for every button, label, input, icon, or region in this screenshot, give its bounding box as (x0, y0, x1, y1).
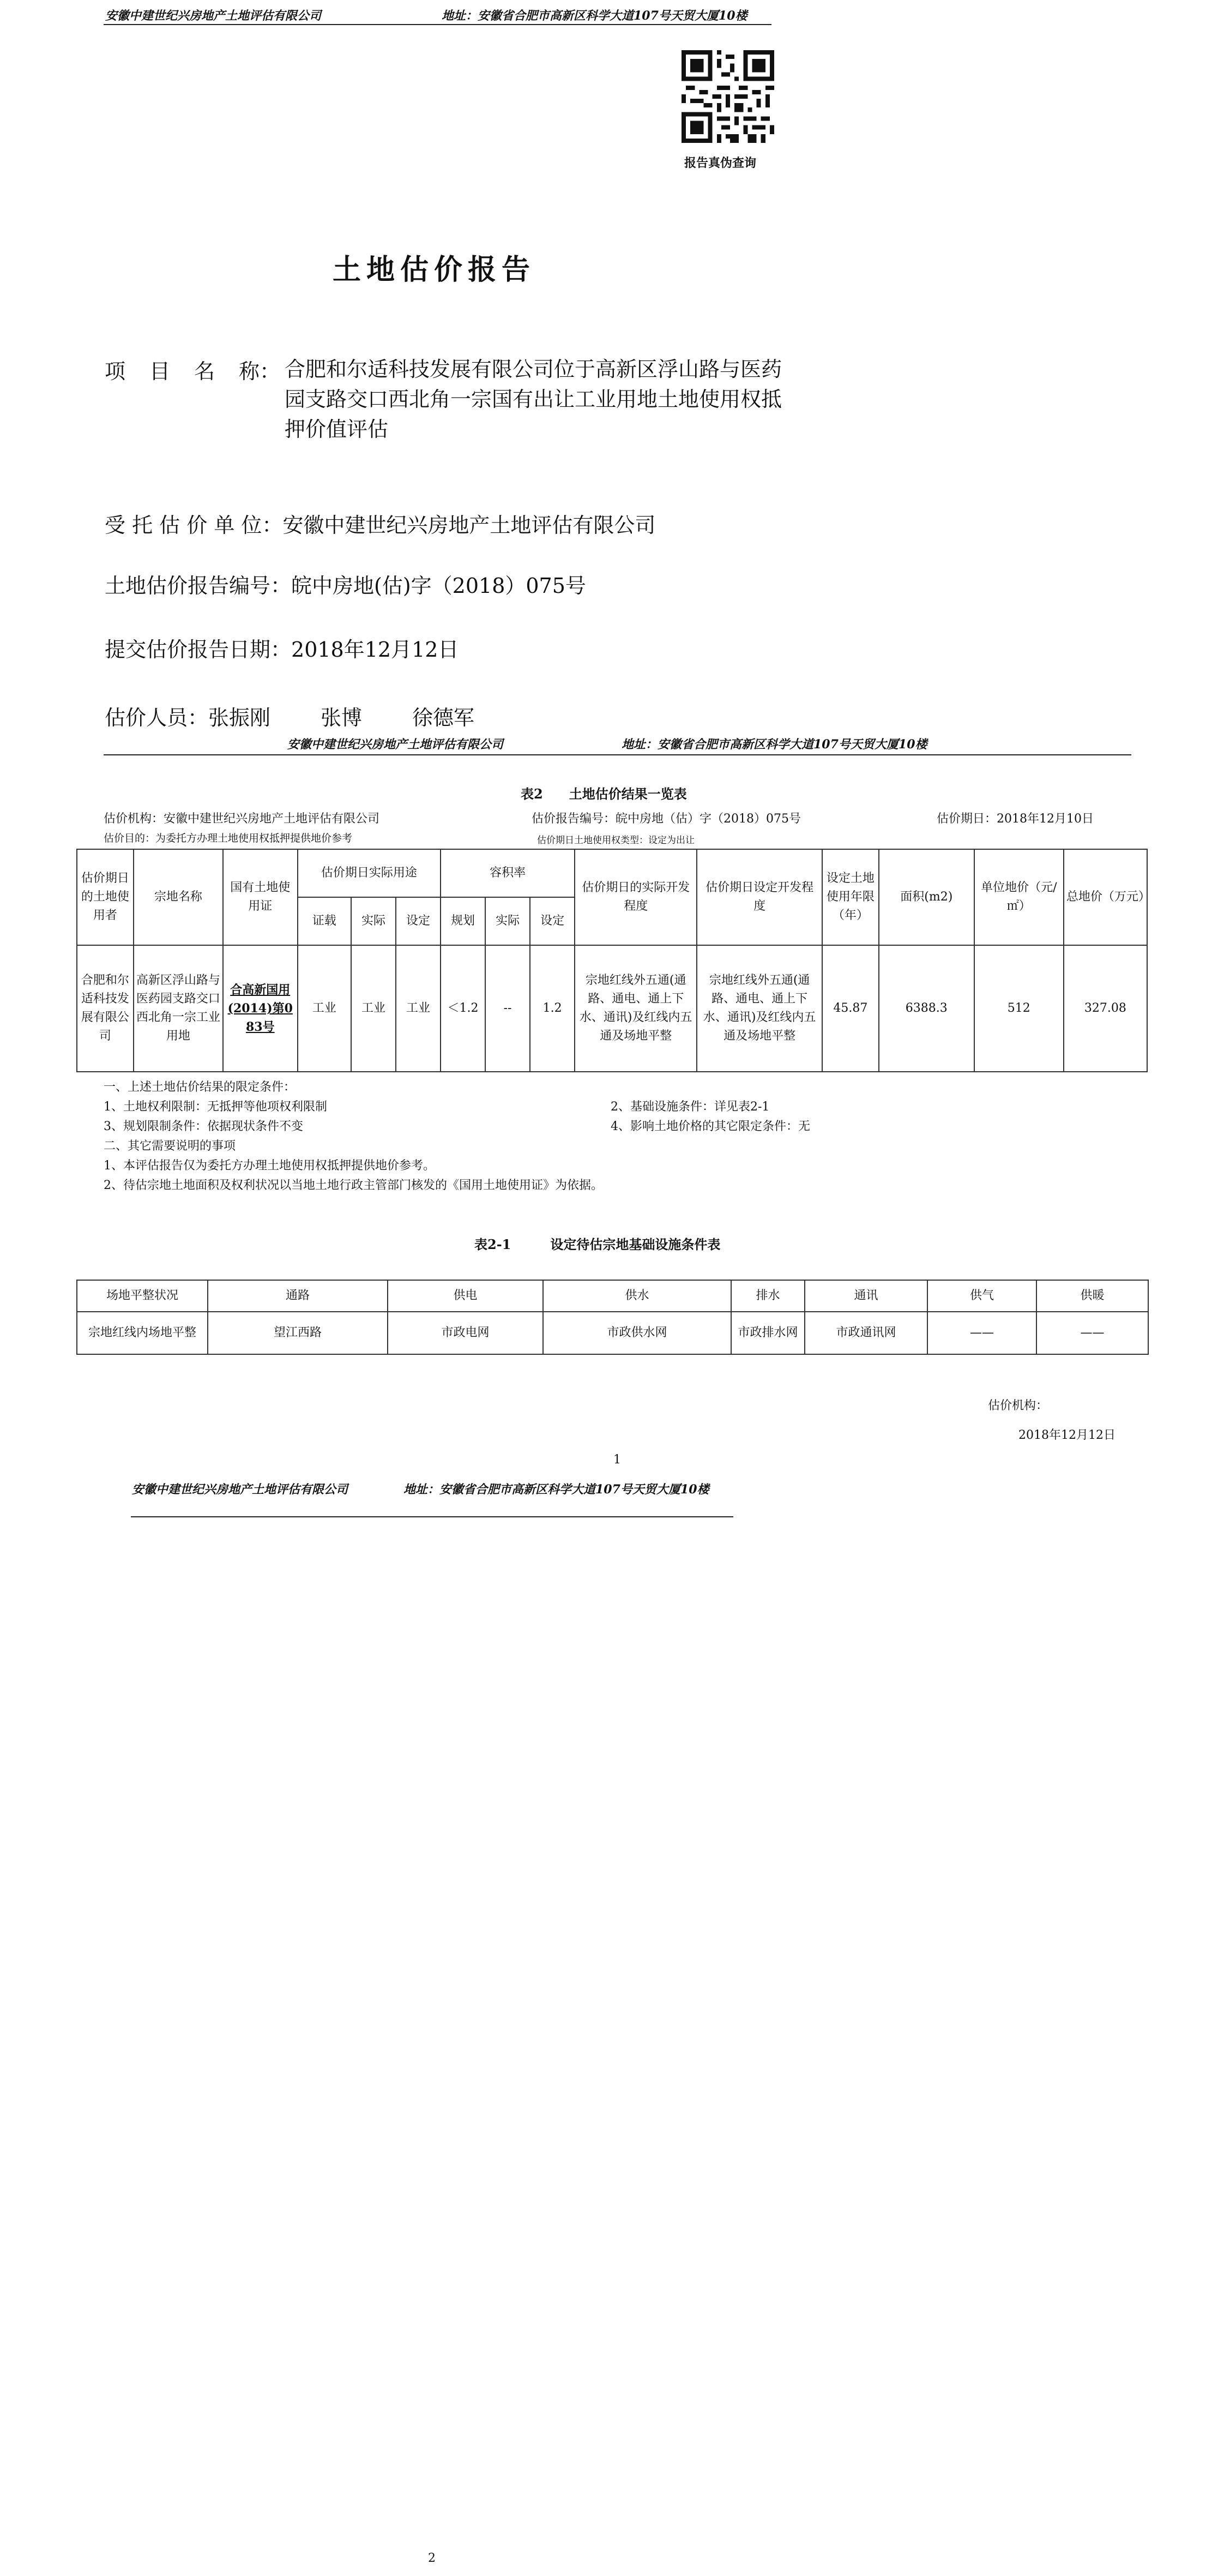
table21-title: 表2-1 设定待估宗地基础设施条件表 (474, 1236, 721, 1252)
date-value: 2018年12月12日 (291, 638, 459, 662)
th21-water: 供水 (543, 1280, 731, 1312)
th-use: 估价期日实际用途 (298, 849, 441, 897)
th21-drain: 排水 (731, 1280, 805, 1312)
date-row (105, 633, 459, 663)
page-number-1: 1 (613, 1453, 621, 1467)
cell-far-set: 1.2 (530, 945, 575, 1072)
table2-purpose: 估价目的：为委托方办理土地使用权抵押提供地价参考 (104, 832, 353, 844)
th21-power: 供电 (388, 1280, 543, 1312)
project-value: 合肥和尔适科技发展有限公司位于高新区浮山路与医药园支路交口西北角一宗国有出让工业用地土地使用权抵押价值评估 (285, 357, 782, 441)
valuer-name: 徐德军 (412, 706, 475, 730)
th-far-plan: 规划 (441, 897, 485, 945)
th-name: 宗地名称 (134, 849, 223, 945)
project-label-char: 称： (239, 359, 281, 383)
header-address: 地址：安徽省合肥市高新区科学大道107号天贸大厦10楼 (442, 9, 747, 23)
th-far-set: 设定 (530, 897, 575, 945)
table2-right-type: 估价期日土地使用权类型：设定为出让 (537, 835, 695, 846)
cell-cert: 合高新国用(2014)第083号 (223, 945, 298, 1072)
note-1a: 1、土地权利限制：无抵押等他项权利限制 (104, 1100, 327, 1114)
entrusted-value: 安徽中建世纪兴房地产土地评估有限公司 (282, 513, 656, 537)
qr-code-icon (682, 50, 774, 143)
cell21-road: 望江西路 (208, 1312, 388, 1354)
signoff-agency: 估价机构： (988, 1399, 1048, 1413)
cell-total-price: 327.08 (1064, 945, 1147, 1072)
header-rule-2 (104, 754, 1131, 755)
report-no-label: 土地估价报告编号： (105, 574, 292, 598)
table2-agency: 估价机构：安徽中建世纪兴房地产土地评估有限公司 (104, 812, 380, 826)
report-no-value: 皖中房地(估)字（2018）075号 (291, 574, 586, 598)
project-label (105, 355, 280, 385)
th21-road: 通路 (208, 1280, 388, 1312)
th-total-price: 总地价（万元） (1064, 849, 1147, 945)
table2-title: 表2 土地估价结果一览表 (521, 786, 687, 802)
header-rule-3 (131, 1516, 733, 1517)
cell-far-actual: -- (485, 945, 530, 1072)
project-label-char: 项 (105, 359, 126, 383)
cell21-telecom: 市政通讯网 (805, 1312, 927, 1354)
cell-use-set: 工业 (396, 945, 441, 1072)
valuers-row (105, 701, 474, 731)
cell-far-plan: ＜1.2 (441, 945, 485, 1072)
cell21-power: 市政电网 (388, 1312, 543, 1354)
note-2: 二、其它需要说明的事项 (104, 1139, 236, 1153)
page-number-2: 2 (428, 2551, 436, 2565)
th-use-actual: 实际 (351, 897, 396, 945)
cell-area: 6388.3 (879, 945, 974, 1072)
cell-unit-price: 512 (974, 945, 1064, 1072)
cell21-gas: —— (927, 1312, 1036, 1354)
entrusted-label: 受 托 估 价 单 位： (105, 513, 283, 537)
cell21-site: 宗地红线内场地平整 (77, 1312, 208, 1354)
header-company-3: 安徽中建世纪兴房地产土地评估有限公司 (132, 1482, 348, 1497)
th-use-cert: 证载 (298, 897, 351, 945)
note-1d: 4、影响土地价格的其它限定条件：无 (611, 1120, 810, 1133)
entrusted-row (105, 508, 655, 538)
signoff-date: 2018年12月12日 (1018, 1428, 1116, 1442)
note-1b: 2、基础设施条件：详见表2-1 (611, 1100, 770, 1114)
date-label: 提交估价报告日期： (105, 638, 292, 662)
table2 (76, 849, 1148, 1072)
cell-user: 合肥和尔适科技发展有限公司 (77, 945, 134, 1072)
cell-actual-dev: 宗地红线外五通(通路、通电、通上下水、通讯)及红线内五通及场地平整 (575, 945, 697, 1072)
valuer-name: 张博 (321, 706, 363, 730)
header-address-3: 地址：安徽省合肥市高新区科学大道107号天贸大厦10楼 (403, 1482, 709, 1497)
cell-name: 高新区浮山路与医药园支路交口西北角一宗工业用地 (134, 945, 223, 1072)
th-far: 容积率 (441, 849, 575, 897)
header-company-2: 安徽中建世纪兴房地产土地评估有限公司 (287, 737, 504, 752)
header-rule (104, 24, 771, 25)
cell21-water: 市政供水网 (543, 1312, 731, 1354)
qr-caption: 报告真伪查询 (684, 156, 757, 170)
th21-gas: 供气 (927, 1280, 1036, 1312)
th-cert: 国有土地使用证 (223, 849, 298, 945)
th21-heating: 供暖 (1036, 1280, 1148, 1312)
project-label-char: 目 (149, 359, 171, 383)
note-1c: 3、规划限制条件：依据现状条件不变 (104, 1120, 303, 1133)
note-2a: 1、本评估报告仅为委托方办理土地使用权抵押提供地价参考。 (104, 1159, 435, 1173)
valuer-name: 张振刚 (208, 706, 271, 730)
th-set-dev: 估价期日设定开发程度 (697, 849, 822, 945)
table2-report-no: 估价报告编号：皖中房地（估）字（2018）075号 (532, 812, 801, 826)
th21-telecom: 通讯 (805, 1280, 927, 1312)
report-no-row (105, 569, 586, 599)
note-2b: 2、待估宗地土地面积及权利状况以当地土地行政主管部门核发的《国用土地使用证》为依据。 (104, 1179, 604, 1192)
header-company: 安徽中建世纪兴房地产土地评估有限公司 (105, 9, 322, 23)
report-title: 土地估价报告 (333, 253, 536, 286)
th-years: 设定土地使用年限（年） (822, 849, 879, 945)
cell-set-dev: 宗地红线外五通(通路、通电、通上下水、通讯)及红线内五通及场地平整 (697, 945, 822, 1072)
th-user: 估价期日的土地使用者 (77, 849, 134, 945)
header-address-2: 地址：安徽省合肥市高新区科学大道107号天贸大厦10楼 (622, 737, 927, 752)
cell-use-cert: 工业 (298, 945, 351, 1072)
th21-site: 场地平整状况 (77, 1280, 208, 1312)
cell21-drain: 市政排水网 (731, 1312, 805, 1354)
note-1: 一、上述土地估价结果的限定条件： (104, 1080, 296, 1094)
cell21-heating: —— (1036, 1312, 1148, 1354)
th-area: 面积(m2) (879, 849, 974, 945)
valuers-label: 估价人员： (105, 706, 209, 730)
table2-date: 估价期日：2018年12月10日 (937, 812, 1094, 826)
th-unit-price: 单位地价（元/㎡） (974, 849, 1064, 945)
th-actual-dev: 估价期日的实际开发程度 (575, 849, 697, 945)
th-far-actual: 实际 (485, 897, 530, 945)
cell-years: 45.87 (822, 945, 879, 1072)
table21 (76, 1280, 1149, 1355)
project-label-char: 名 (194, 359, 215, 383)
cell-use-actual: 工业 (351, 945, 396, 1072)
th-use-set: 设定 (396, 897, 441, 945)
